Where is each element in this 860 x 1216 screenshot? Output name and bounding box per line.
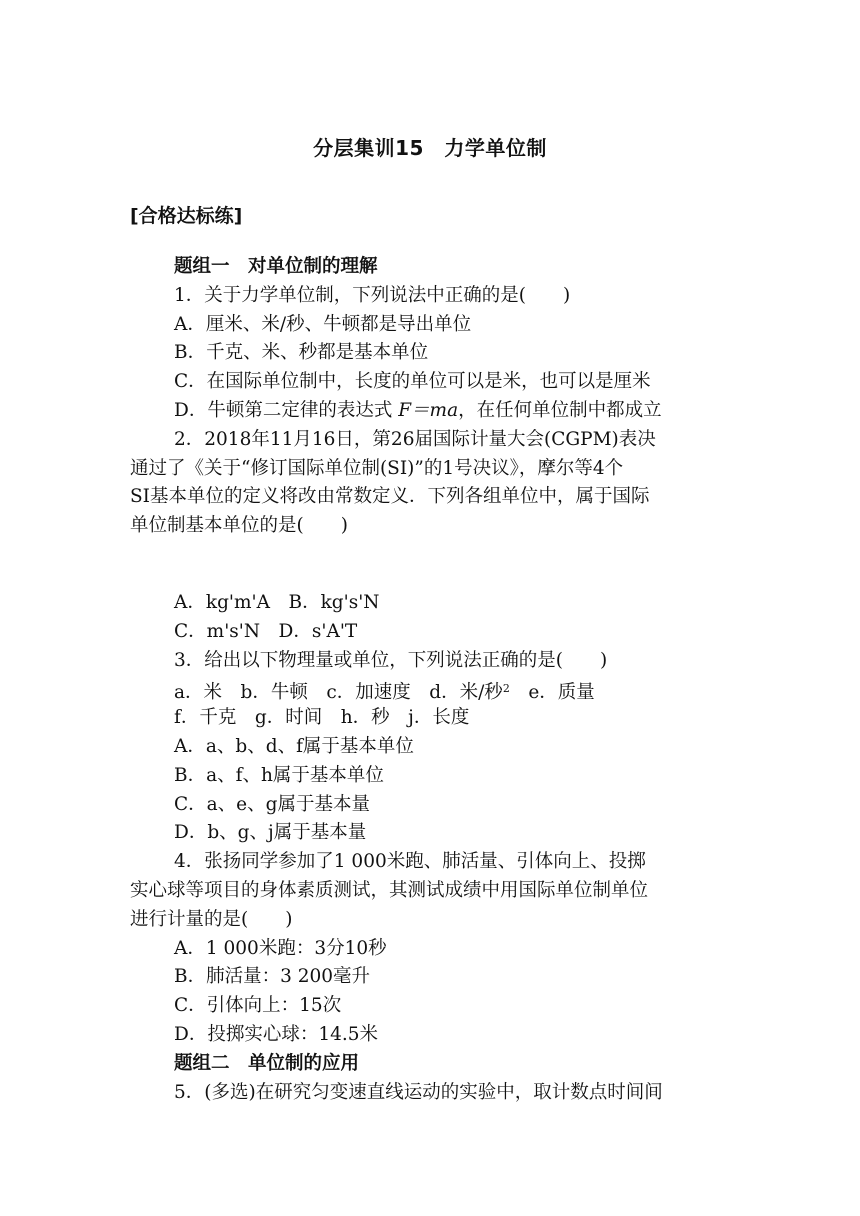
question-stem-line: 4．张扬同学参加了1 000米跑、肺活量、引体向上、投掷 bbox=[174, 851, 646, 873]
question-stem-line: 通过了《关于“修订国际单位制(SI)”的1号决议》，摩尔等4个 bbox=[130, 457, 624, 479]
options-cd: C．m's'N D．s'A'T bbox=[174, 620, 358, 642]
question-stem-line: 进行计量的是( ) bbox=[130, 908, 293, 930]
question-4 bbox=[130, 848, 730, 1050]
blank-space bbox=[130, 541, 730, 589]
question-stem-line: 单位制基本单位的是( ) bbox=[130, 515, 348, 537]
option-c: C．引体向上：15次 bbox=[174, 995, 342, 1017]
group-heading-2: 题组二 单位制的应用 bbox=[174, 1052, 360, 1074]
option-a: A．厘米、米/秒、牛顿都是导出单位 bbox=[174, 313, 472, 335]
question-1 bbox=[130, 282, 730, 426]
item-list-text: a．米 b．牛顿 c．加速度 d．米/秒 bbox=[174, 682, 503, 704]
question-stem: 3．给出以下物理量或单位，下列说法正确的是( ) bbox=[174, 649, 608, 671]
option-b: B．千克、米、秒都是基本单位 bbox=[174, 342, 429, 364]
question-3 bbox=[130, 647, 730, 849]
item-list-text-end: e．质量 bbox=[509, 682, 595, 704]
option-b: B．a、f、h属于基本单位 bbox=[174, 764, 384, 786]
option-d: D．投掷实心球：14.5米 bbox=[174, 1023, 379, 1045]
item-list-2: f．千克 g．时间 h．秒 j．长度 bbox=[174, 707, 470, 729]
question-list bbox=[130, 253, 730, 1107]
question-stem-line: 实心球等项目的身体素质测试，其测试成绩中用国际单位制单位 bbox=[130, 879, 649, 901]
option-d-text-end: ，在任何单位制中都成立 bbox=[458, 399, 662, 421]
question-stem: 1．关于力学单位制，下列说法中正确的是( ) bbox=[174, 284, 571, 306]
question-2 bbox=[130, 426, 730, 647]
superscript: 2 bbox=[502, 682, 510, 696]
question-stem-line: SI基本单位的定义将改由常数定义．下列各组单位中，属于国际 bbox=[130, 486, 650, 508]
option-c: C．在国际单位制中，长度的单位可以是米，也可以是厘米 bbox=[174, 371, 651, 393]
option-a: A．a、b、d、f属于基本单位 bbox=[174, 735, 414, 757]
formula: F＝ma bbox=[398, 399, 459, 421]
question-stem-line: 2．2018年11月16日，第26届国际计量大会(CGPM)表决 bbox=[174, 428, 656, 450]
option-d-text: D．牛顿第二定律的表达式 bbox=[174, 399, 399, 421]
item-list-1 bbox=[130, 675, 730, 704]
question-5 bbox=[130, 1079, 730, 1108]
section-heading: [合格达标练] bbox=[130, 205, 243, 227]
options-ab: A．kg'm'A B．kg's'N bbox=[174, 591, 380, 613]
option-b: B．肺活量：3 200毫升 bbox=[174, 966, 371, 988]
question-stem-line: 5．(多选)在研究匀变速直线运动的实验中，取计数点时间间 bbox=[174, 1081, 663, 1103]
option-d bbox=[130, 397, 730, 426]
option-c: C．a、e、g属于基本量 bbox=[174, 793, 370, 815]
option-a: A．1 000米跑：3分10秒 bbox=[174, 937, 387, 959]
group-heading-1: 题组一 对单位制的理解 bbox=[174, 256, 378, 277]
option-d: D．b、g、j属于基本量 bbox=[174, 822, 367, 844]
page-title: 分层集训15 力学单位制 bbox=[313, 136, 547, 160]
